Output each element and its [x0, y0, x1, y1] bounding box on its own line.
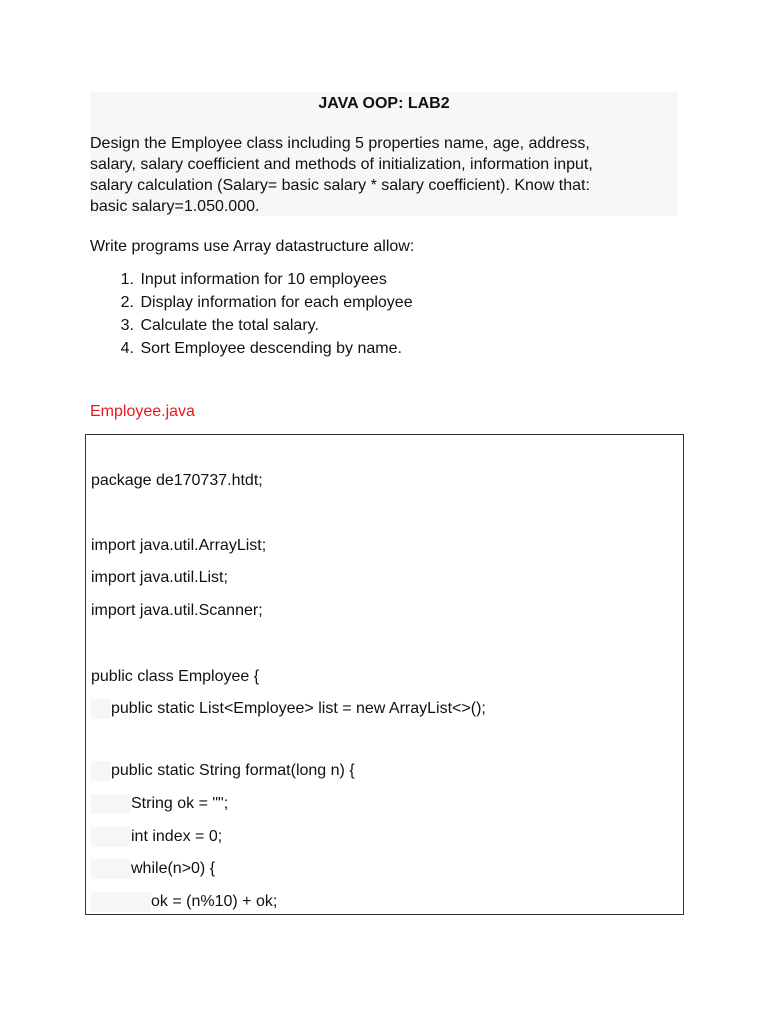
- intro-paragraph: [90, 133, 680, 217]
- code-line: [91, 661, 259, 693]
- indent-marker: [91, 827, 111, 847]
- code-block: [85, 434, 684, 915]
- task-item: [90, 337, 413, 360]
- code-text: int index = 0;: [131, 828, 223, 845]
- code-text: String ok = "";: [131, 795, 229, 812]
- requirements-heading: Write programs use Array datastructure allow:: [90, 238, 415, 255]
- code-line: [91, 595, 263, 627]
- indent-marker: [91, 892, 111, 912]
- task-list: [90, 268, 413, 360]
- task-text: Input information for 10 employees: [140, 271, 387, 288]
- task-number: 4.: [120, 340, 134, 357]
- task-number: 1.: [120, 271, 134, 288]
- indent-marker: [111, 892, 131, 912]
- task-item: [90, 291, 413, 314]
- code-line: [91, 853, 215, 885]
- code-line: [91, 693, 486, 725]
- code-line: [91, 886, 277, 915]
- code-line: [91, 562, 228, 594]
- task-number: 2.: [120, 294, 134, 311]
- code-text: while(n>0) {: [131, 860, 216, 877]
- code-line: [91, 821, 222, 853]
- task-item: [90, 314, 413, 337]
- task-number: 3.: [120, 317, 134, 334]
- intro-line: Design the Employee class including 5 properties name, age, address,: [90, 135, 590, 152]
- page-title: JAVA OOP: LAB2: [318, 95, 450, 112]
- task-text: Sort Employee descending by name.: [140, 340, 402, 357]
- indent-marker: [111, 859, 131, 879]
- code-text: import java.util.List;: [91, 569, 228, 586]
- indent-marker: [91, 794, 111, 814]
- code-line: [91, 755, 355, 787]
- indent-marker: [91, 761, 111, 781]
- code-text: import java.util.ArrayList;: [91, 537, 267, 554]
- intro-line: salary, salary coefficient and methods of initialization, information input,: [90, 156, 593, 173]
- code-filename: Employee.java: [90, 403, 195, 420]
- code-text: package de170737.htdt;: [91, 472, 263, 489]
- code-line: [91, 465, 263, 497]
- intro-line: salary calculation (Salary= basic salary * salary coefficient). Know that:: [90, 177, 590, 194]
- code-text: public static String format(long n) {: [111, 762, 355, 779]
- task-text: Calculate the total salary.: [140, 317, 319, 334]
- code-text: public static List<Employee> list = new ArrayList<>();: [111, 700, 486, 717]
- task-item: [90, 268, 413, 291]
- intro-line: basic salary=1.050.000.: [90, 198, 260, 215]
- code-line: [91, 530, 266, 562]
- code-text: ok = (n%10) + ok;: [151, 893, 278, 910]
- indent-marker: [131, 892, 151, 912]
- indent-marker: [111, 794, 131, 814]
- indent-marker: [111, 827, 131, 847]
- code-text: import java.util.Scanner;: [91, 602, 263, 619]
- indent-marker: [91, 699, 111, 719]
- code-line: [91, 788, 228, 820]
- task-text: Display information for each employee: [140, 294, 413, 311]
- indent-marker: [91, 859, 111, 879]
- code-text: public class Employee {: [91, 668, 260, 685]
